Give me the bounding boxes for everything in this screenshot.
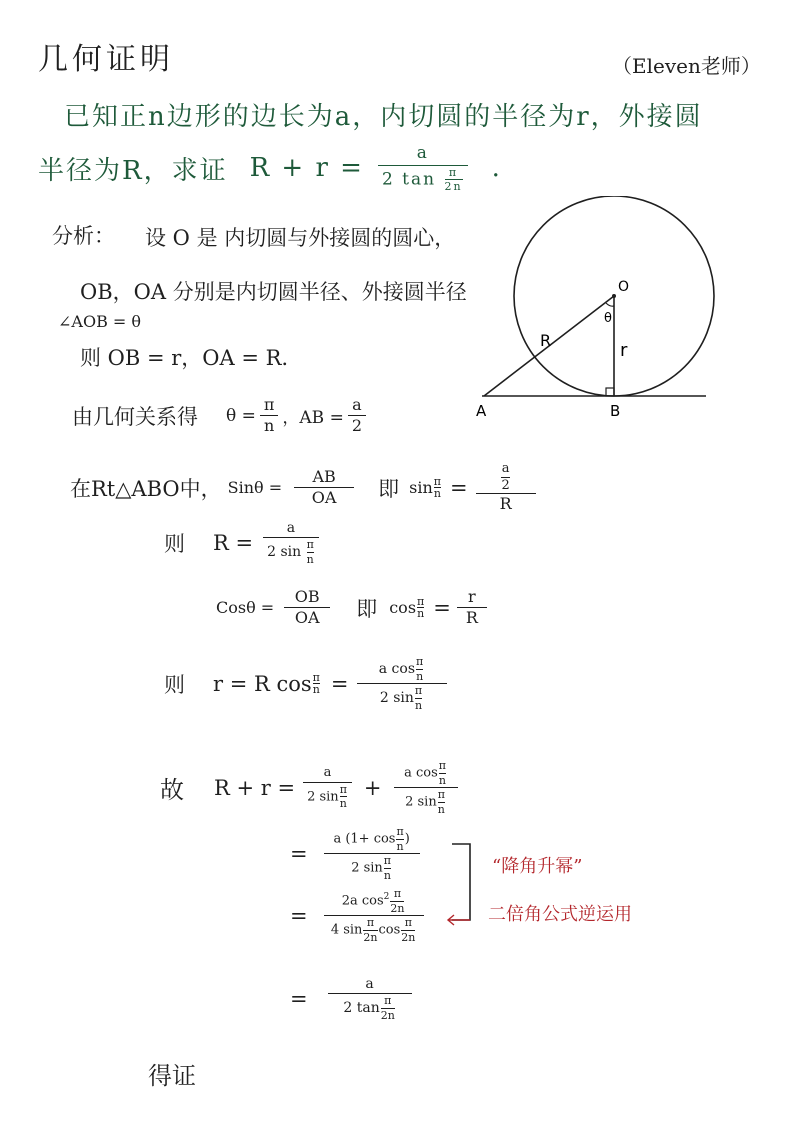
sum-frac-2: [394, 760, 458, 815]
ob-over-oa: [284, 588, 330, 628]
sum1-n: n: [339, 797, 347, 811]
ahalf-a: a: [501, 461, 510, 476]
label-a: A: [476, 402, 487, 420]
step1-num-text: a (1+ cos: [333, 831, 396, 847]
right-angle-mark: [606, 388, 614, 396]
sum-frac-1: [303, 766, 352, 810]
analysis-line-1: 设 O 是 内切圆与外接圆的圆心，: [145, 226, 456, 250]
ji-1: 即: [378, 476, 400, 501]
r-over-r-num: r: [468, 587, 476, 606]
analysis-line-3: 则 OB = r，OA = R．: [80, 346, 303, 370]
geometry-diagram: [470, 196, 730, 428]
ahalf-den: R: [499, 494, 512, 514]
smallr-pi: π: [312, 670, 320, 684]
big-r-den-text: 2 sin: [267, 544, 302, 561]
proof-done: 得证: [148, 1062, 196, 1090]
step2-den-pi1: π: [366, 916, 375, 930]
step2-num-text: 2a cos: [341, 893, 384, 909]
sum2-den-n: n: [437, 802, 445, 816]
step1-eq: =: [290, 841, 308, 866]
step1-fraction: [324, 826, 420, 881]
note-2: 二倍角公式逆运用: [488, 904, 632, 925]
bigr-pi: π: [306, 538, 314, 552]
smallr-den-text: 2 sin: [379, 690, 414, 707]
step1-num-pi: π: [396, 825, 404, 838]
problem-line-2-prefix: 半径为R，求证: [38, 155, 228, 186]
r-over-r-den: R: [465, 608, 478, 628]
sum2-num-n: n: [438, 773, 446, 787]
step3-den-2n: 2n: [380, 1008, 395, 1022]
step1-den-n: n: [383, 868, 391, 882]
angle-definition: ∠AOB = θ: [58, 312, 142, 331]
problem-line-1: 已知正n边形的边长为a，内切圆的半径为r，外接圆: [64, 102, 703, 132]
step1-num-n: n: [396, 839, 404, 853]
step2-den-cos: cos: [378, 922, 401, 938]
smallr-num-pi: π: [416, 655, 424, 668]
eq-3: =: [330, 671, 349, 696]
then-1: 则: [164, 531, 185, 556]
smallr-n: n: [312, 683, 320, 697]
analysis-label: 分析：: [52, 224, 115, 248]
page-title: 几何证明: [38, 42, 174, 77]
ab-num: a: [352, 395, 362, 414]
ji-2: 即: [356, 596, 378, 621]
label-b: B: [610, 402, 621, 420]
analysis-line-4: [72, 396, 370, 436]
smallr-den-n: n: [414, 698, 423, 712]
step2-num-2n: 2n: [390, 901, 405, 915]
gu: 故: [160, 776, 184, 805]
step2-sq: 2: [383, 892, 390, 903]
sum1-pi: π: [339, 782, 347, 796]
big-r-fraction: [263, 520, 319, 565]
step2-den-text: 4 sin: [330, 922, 363, 938]
geometry-relation-prefix: 由几何关系得: [72, 404, 198, 429]
step2-fraction: [324, 888, 424, 943]
problem-period: .: [491, 153, 502, 184]
cos1-pi: π: [417, 594, 425, 608]
ab-over-oa: [294, 468, 354, 508]
step-3: [290, 976, 416, 1021]
eq-1: =: [450, 475, 468, 500]
sin1-n: n: [433, 487, 441, 501]
theta-den: n: [263, 416, 275, 436]
problem-den: [378, 167, 468, 193]
cos1-n: n: [417, 607, 425, 621]
smallr-num-n: n: [416, 669, 424, 683]
sum2-den-pi: π: [437, 788, 445, 802]
problem-den-text: 2 tan: [381, 169, 437, 190]
rt-cos-line: [216, 588, 491, 628]
step3-den-text: 2 tan: [343, 1000, 380, 1017]
step1-den-pi: π: [383, 854, 392, 868]
ab-over-oa-den: OA: [311, 488, 337, 508]
step3-fraction: [328, 976, 412, 1021]
ab-den: 2: [351, 416, 363, 436]
cos-theta-eq: Cosθ =: [216, 598, 275, 618]
label-theta: θ: [604, 311, 612, 326]
problem-den-pi: π: [448, 165, 459, 179]
step2-eq: =: [290, 903, 308, 928]
problem-den-2n: 2n: [444, 180, 463, 194]
problem-line-2: [38, 144, 502, 193]
step1-den-text: 2 sin: [351, 860, 383, 876]
small-r-fraction: [357, 656, 447, 711]
label-r-big: R: [540, 331, 552, 350]
theta-eq: θ =: [226, 405, 256, 426]
ob-over-oa-num: OB: [294, 587, 320, 606]
angle-arc: [606, 303, 614, 306]
sum-eq: R + r =: [214, 775, 296, 800]
r-big-formula: [164, 520, 323, 565]
ab-eq: ，AB =: [282, 408, 344, 429]
sum2-num-pi: π: [438, 759, 446, 772]
theta-fraction: [260, 396, 279, 436]
sum2-den-text: 2 sin: [405, 794, 437, 810]
a-half-over-r: [476, 462, 536, 514]
ob-over-oa-den: OA: [294, 608, 320, 628]
problem-fraction: [378, 144, 468, 193]
big-r-eq: R =: [213, 530, 254, 555]
sin1-pi: π: [433, 474, 441, 488]
step1-paren: ): [404, 831, 410, 847]
rt-sin-line: [70, 462, 540, 514]
then-2: 则: [164, 672, 185, 697]
step-1: [290, 826, 424, 881]
cos-1: cos: [389, 598, 417, 618]
problem-num: a: [416, 143, 429, 163]
step3-den-pi: π: [384, 994, 392, 1008]
sum1-num: a: [323, 764, 332, 780]
big-r-num: a: [286, 520, 296, 536]
smallr-num-text: a cos: [378, 661, 416, 678]
bracket-arrow: [440, 840, 480, 930]
note-1: “降角升幂”: [492, 856, 583, 877]
step-2: [290, 888, 428, 943]
rt-prefix: 在Rt△ABO中，: [70, 476, 222, 501]
step3-eq: =: [290, 986, 308, 1011]
problem-lhs: R + r =: [249, 153, 364, 184]
eq-2: =: [433, 595, 451, 620]
small-r-formula: [164, 656, 451, 711]
ab-over-oa-num: AB: [312, 466, 336, 486]
plus: +: [363, 775, 382, 800]
author-credit: （Eleven老师）: [612, 54, 761, 78]
step2-den-2n2: 2n: [401, 930, 416, 944]
step2-den-2n1: 2n: [363, 930, 378, 944]
small-r-eq: r = R cos: [213, 671, 312, 696]
ab-fraction: [348, 396, 366, 436]
step2-den-pi2: π: [404, 916, 412, 930]
sum-line: [160, 760, 462, 815]
sin-theta-eq: Sinθ =: [227, 478, 283, 498]
center-point: [612, 294, 616, 298]
sin-1: sin: [409, 478, 433, 498]
label-r-small: r: [620, 340, 628, 361]
ahalf-2: 2: [501, 477, 510, 493]
step3-num: a: [365, 976, 374, 992]
sum1-den-text: 2 sin: [307, 789, 339, 805]
bigr-n: n: [306, 552, 314, 566]
sum2-num-text: a cos: [404, 765, 438, 781]
analysis-line-2: OB，OA 分别是内切圆半径、外接圆半径: [80, 280, 467, 304]
label-o: O: [618, 279, 630, 295]
step2-num-pi: π: [393, 887, 402, 900]
theta-num: π: [263, 395, 275, 414]
r-over-r: [457, 588, 487, 628]
smallr-den-pi: π: [414, 684, 423, 698]
